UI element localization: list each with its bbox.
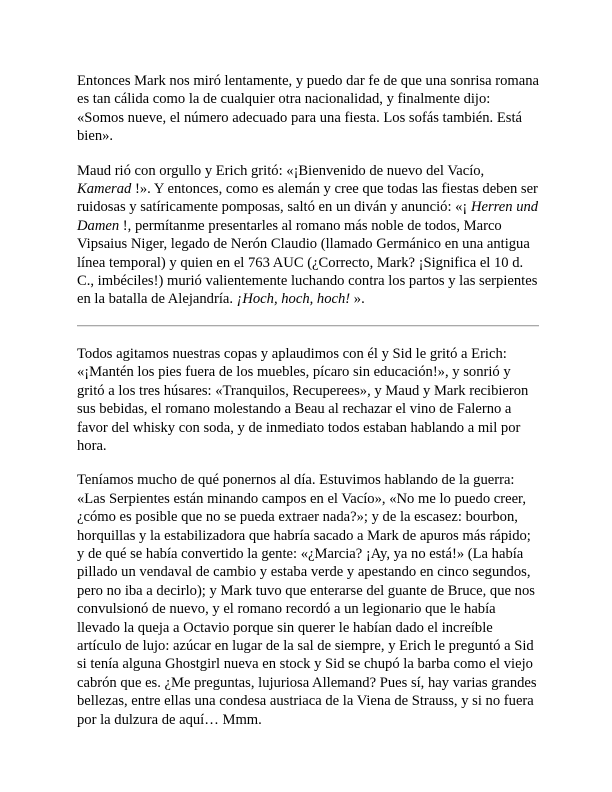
text-segment: Todos agitamos nuestras copas y aplaudimos con él y Sid le gritó a Erich: «¡Mantén los pies fuera de los muebles, pícaro sin educación!», y sonrió y gritó a los tres húsares: «Tranquilos, Recuperees», y Maud y Mark recibieron sus bebidas, el romano molestando a Beau al rechazar el vino de Falerno a favor del whisky con soda, y de inmediato todos estaban hablando a mil por hora. — [77, 345, 529, 454]
italic-segment: Kamerad — [77, 181, 132, 198]
text-segment: Entonces Mark nos miró lentamente, y puedo dar fe de que una sonrisa romana es tan cálida como la de cualquier otra nacionalidad, y finalmente dijo: «Somos nueve, el número adecuado para una fiesta. Los sofás también. Está bien». — [77, 73, 539, 145]
paragraph-2 — [77, 162, 539, 309]
text-segment: !». Y entonces, como es alemán y cree que todas las fiestas deben ser ruidosas y satíricamente pomposas, saltó en un diván y anunció: «¡ — [77, 181, 538, 216]
text-segment: ». — [350, 291, 365, 308]
text-segment: Maud rió con orgullo y Erich gritó: «¡Bienvenido de nuevo del Vacío, — [77, 162, 485, 179]
section-divider — [77, 325, 539, 327]
paragraph-3 — [77, 345, 539, 455]
text-segment: !, permítanme presentarles al romano más noble de todos, Marco Vipsaius Niger, legado de Nerón Claudio (llamado Germánico en una antigua línea temporal) y quien en el 763 AUC (¿Correcto, Mark? ¡Significa el 10 d. C., imbéciles!) murió valientemente luchando contra los partos y las serpientes en la batalla de Alejandría. — [77, 217, 538, 308]
document-page — [77, 72, 539, 729]
paragraph-1 — [77, 72, 539, 146]
paragraph-4 — [77, 471, 539, 729]
italic-segment: Herren und Damen — [77, 199, 539, 234]
italic-segment: ¡Hoch, hoch, hoch! — [236, 291, 351, 308]
text-segment: Teníamos mucho de qué ponernos al día. Estuvimos hablando de la guerra: «Las Serpientes están minando campos en el Vacío», «No me lo puedo creer, ¿cómo es posible que no se pueda extraer nada?»; y de la escasez: bourbon, horquillas y la estabilizadora que habría sacado a Mark de apuros más rápido; y de qué se había convertido la gente: «¿Marcia? ¡Ay, ya no está!» (La había pillado un vendaval de cambio y estaba verde y apestando en cinco segundos, pero no iba a decirlo); y Mark tuvo que enterarse del guante de Bruce, que nos convulsionó de nuevo, y el romano recordó a un legionario que le había llevado la queja a Octavio porque sin querer le habían dado el increíble artículo de lujo: azúcar en lugar de la sal de siempre, y Erich le preguntó a Sid si tenía alguna Ghostgirl nueva en stock y Sid se chupó la barba como el viejo cabrón que es. ¿Me preguntas, lujuriosa Allemand? Pues sí, hay varias grandes bellezas, entre ellas una condesa austriaca de la Viena de Strauss, y si no fuera por la dulzura de aquí… Mmm. — [77, 472, 537, 728]
